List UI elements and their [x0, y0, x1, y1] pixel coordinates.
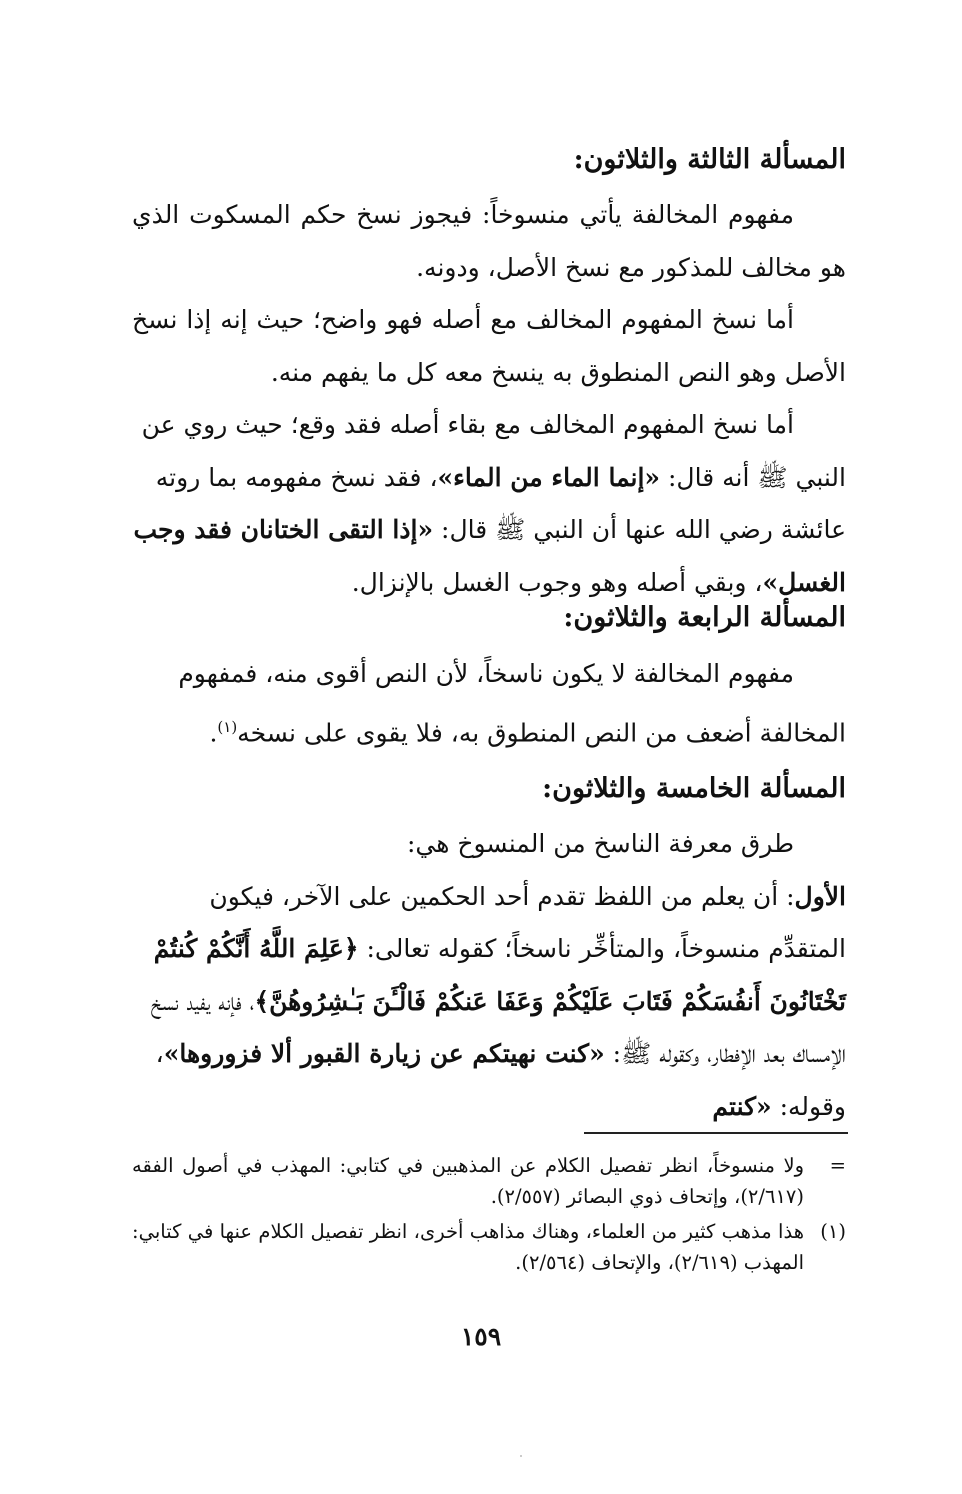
footnote-text: هذا مذهب كثير من العلماء، وهناك مذاهب أخرى، انظر تفصيل الكلام عنها في كتابي: المهذب (٢/٦١٩)، والإتحاف (٢/٥٦٤).: [132, 1220, 804, 1274]
section-heading-33: المسألة الثالثة والثلاثون:: [573, 144, 846, 175]
text-run: ، فقد نسخ مفهومه بما روته عائشة رضي الله عنها أن النبي ﷺ قال:: [155, 462, 846, 544]
paragraph: [132, 648, 846, 759]
section-heading-34: المسألة الرابعة والثلاثون:: [563, 602, 846, 633]
footnote-item: [132, 1216, 846, 1278]
footnote-mark: (١): [820, 1220, 846, 1243]
footnote-text: ولا منسوخاً، انظر تفصيل الكلام عن المذهبين في كتابي: المهذب في أصول الفقه (٢/٦١٧)، وإتحاف ذوي البصائر (٢/٥٥٧).: [132, 1154, 804, 1208]
text-run: ، فإنه يفيد نسخ الإمساك بعد الإفطار، وكقوله ﷺ:: [150, 986, 846, 1068]
text-run: : أن يعلم من اللفظ تقدم أحد الحكمين على الآخر، فيكون المتقدِّم منسوخاً، والمتأخِّر ناسخاً؛ كقوله تعالى:: [209, 881, 846, 963]
paragraph: [132, 871, 846, 1134]
text-run: أما نسخ المفهوم المخالف مع بقاء أصله فقد وقع؛ حيث روي عن النبي ﷺ أنه قال:: [141, 410, 846, 492]
text-run: ، وقوله:: [155, 1039, 846, 1121]
paragraph: أما نسخ المفهوم المخالف مع أصله فهو واضح؛ حيث إنه إذا نسخ الأصل وهو النص المنطوق به ينسخ معه كل ما يفهم منه.: [132, 305, 846, 387]
point-label: الأول: [794, 881, 846, 911]
section-heading-35: المسألة الخامسة والثلاثون:: [542, 773, 846, 804]
scan-speck: [520, 1455, 522, 1457]
footnote-item: [132, 1150, 846, 1212]
paragraph: طرق معرفة الناسخ من المنسوخ هي:: [406, 829, 794, 858]
quran-verse: ﴿عَلِمَ اللَّهُ أَنَّكُمْ كُنتُمْ تَخْتَانُونَ أَنفُسَكُمْ فَتَابَ عَلَيْكُمْ وَعَفَا عَنكُمْ فَالْـَٔنَ بَـٰشِرُوهُنَّ﴾: [153, 934, 846, 1016]
hadith-quote: «إذا التقى الختانان فقد وجب الغسل»: [133, 515, 846, 597]
footnote-ref[interactable]: (١): [217, 717, 238, 736]
section-body-33: [132, 189, 846, 609]
footnote-mark: =: [829, 1154, 846, 1177]
footnotes: [132, 1150, 846, 1282]
text-run: ، وبقي أصله وهو وجوب الغسل بالإنزال.: [351, 567, 763, 597]
section-body-34: [132, 648, 846, 759]
footnote-divider: [584, 1132, 848, 1134]
section-body-35: [132, 818, 846, 1133]
page-number: ١٥٩: [460, 1322, 502, 1351]
hadith-quote: «إنما الماء من الماء»: [437, 462, 661, 492]
text-run: مفهوم المخالفة لا يكون ناسخاً، لأن النص أقوى منه، فمفهوم المخالفة أضعف من النص المنطوق به، فلا يقوى على نسخه: [178, 659, 846, 747]
hadith-quote: «كنت نهيتكم عن زيارة القبور ألا فزوروها»: [163, 1039, 605, 1068]
hadith-quote: «كنتم: [712, 1091, 772, 1121]
paragraph: مفهوم المخالفة يأتي منسوخاً: فيجوز نسخ حكم المسكوت الذي هو مخالف للمذكور مع نسخ الأصل، ودونه.: [132, 200, 846, 282]
paragraph: [132, 399, 846, 609]
text-run: .: [209, 717, 218, 747]
